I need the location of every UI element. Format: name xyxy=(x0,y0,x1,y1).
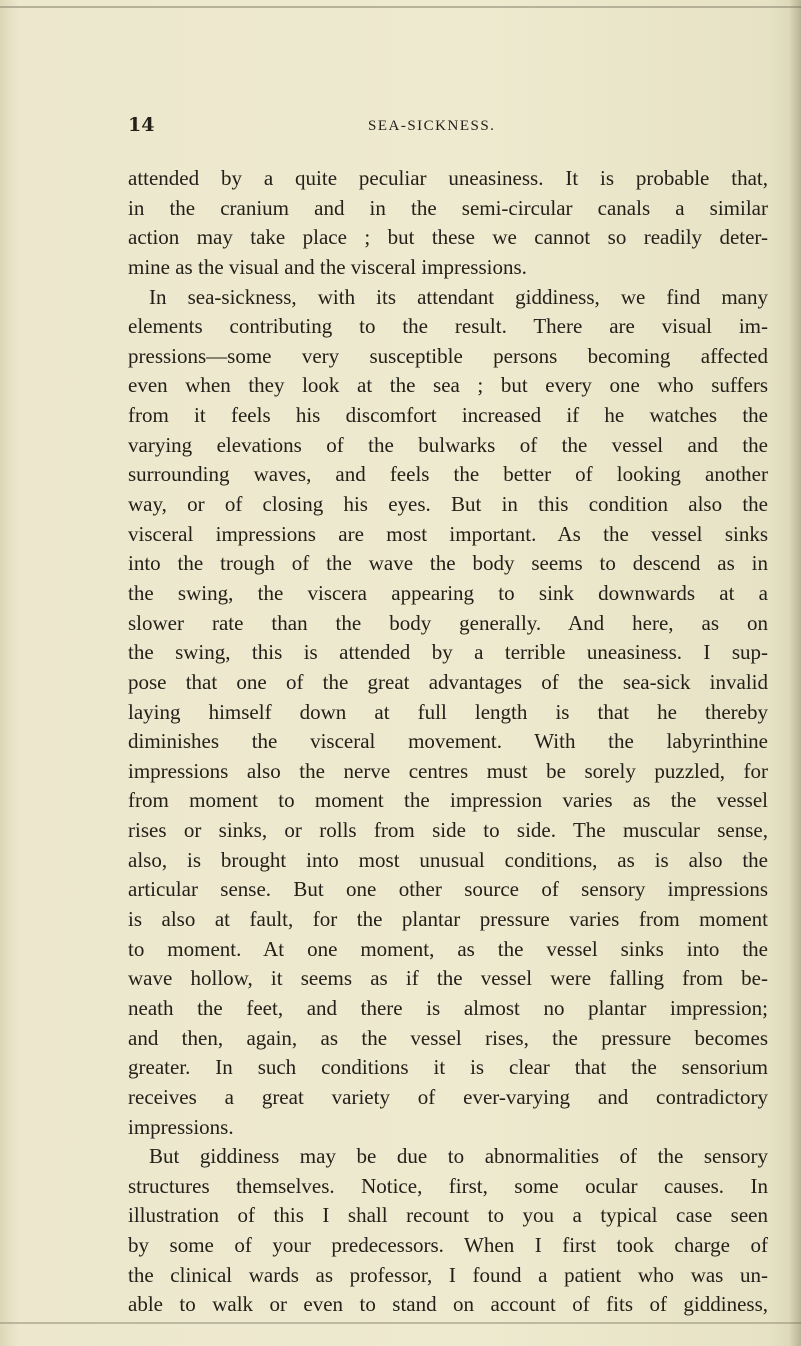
text-line: articular sense. But one other source of sensory impressions xyxy=(128,877,768,902)
text-line: greater. In such conditions it is clear that the sensorium xyxy=(128,1055,768,1080)
text-line: varying elevations of the bulwarks of the vessel and the xyxy=(128,432,768,457)
bottom-edge-rule xyxy=(0,1322,801,1324)
text-line: even when they look at the sea ; but every one who suffers xyxy=(128,373,768,398)
text-line: mine as the visual and the visceral impressions. xyxy=(128,254,527,279)
text-line: and then, again, as the vessel rises, the pressure becomes xyxy=(128,1025,768,1050)
text-line: slower rate than the body generally. And here, as on xyxy=(128,610,768,635)
text-line: structures themselves. Notice, first, some ocular causes. In xyxy=(128,1173,768,1198)
text-line: In sea-sickness, with its attendant giddiness, we find many xyxy=(149,284,768,309)
page-edge-shadow xyxy=(789,0,801,1346)
text-line: the swing, the viscera appearing to sink downwards at a xyxy=(128,580,768,605)
page-number: 14 xyxy=(128,114,155,136)
text-line: in the cranium and in the semi-circular canals a similar xyxy=(128,195,768,220)
text-line: attended by a quite peculiar uneasiness. It is probable that, xyxy=(128,166,768,190)
text-line: into the trough of the wave the body seems to descend as in xyxy=(128,551,768,576)
text-line: way, or of closing his eyes. But in this condition also the xyxy=(128,492,768,517)
text-line: wave hollow, it seems as if the vessel were falling from be- xyxy=(128,966,768,991)
text-line: diminishes the visceral movement. With the labyrinthine xyxy=(128,729,768,754)
text-line: by some of your predecessors. When I first took charge of xyxy=(128,1233,768,1258)
text-line: the clinical wards as professor, I found a patient who was un- xyxy=(128,1262,768,1287)
text-line: action may take place ; but these we cannot so readily deter- xyxy=(128,225,768,250)
text-line: elements contributing to the result. There are visual im- xyxy=(128,314,768,339)
running-title: SEA-SICKNESS. xyxy=(368,118,496,134)
text-line: impressions. xyxy=(128,1114,234,1139)
text-line: illustration of this I shall recount to you a typical case seen xyxy=(128,1203,768,1228)
text-line: laying himself down at full length is that he thereby xyxy=(128,699,768,724)
text-line: rises or sinks, or rolls from side to side. The muscular sense, xyxy=(128,818,768,843)
text-line: to moment. At one moment, as the vessel sinks into the xyxy=(128,936,768,961)
text-line: pose that one of the great advantages of the sea-sick invalid xyxy=(128,669,768,694)
text-line: from moment to moment the impression varies as the vessel xyxy=(128,788,768,813)
text-line: impressions also the nerve centres must be sorely puzzled, for xyxy=(128,758,768,783)
text-line: the swing, this is attended by a terrible uneasiness. I sup- xyxy=(128,640,768,665)
text-line: visceral impressions are most important. As the vessel sinks xyxy=(128,521,768,546)
text-line: surrounding waves, and feels the better of looking another xyxy=(128,462,768,487)
text-line: able to walk or even to stand on account of fits of giddiness, xyxy=(128,1292,768,1317)
top-edge-rule xyxy=(0,6,801,8)
text-line: also, is brought into most unusual conditions, as is also the xyxy=(128,847,768,872)
text-line: is also at fault, for the plantar pressure varies from moment xyxy=(128,907,768,932)
text-line: receives a great variety of ever-varying and contradictory xyxy=(128,1084,768,1109)
text-line: neath the feet, and there is almost no plantar impression; xyxy=(128,995,768,1020)
text-line: But giddiness may be due to abnormalities of the sensory xyxy=(149,1144,768,1169)
page-header xyxy=(128,114,674,144)
text-line: from it feels his discomfort increased if he watches the xyxy=(128,403,768,428)
text-line: pressions—some very susceptible persons becoming affected xyxy=(128,343,768,368)
body-text xyxy=(128,164,768,1320)
